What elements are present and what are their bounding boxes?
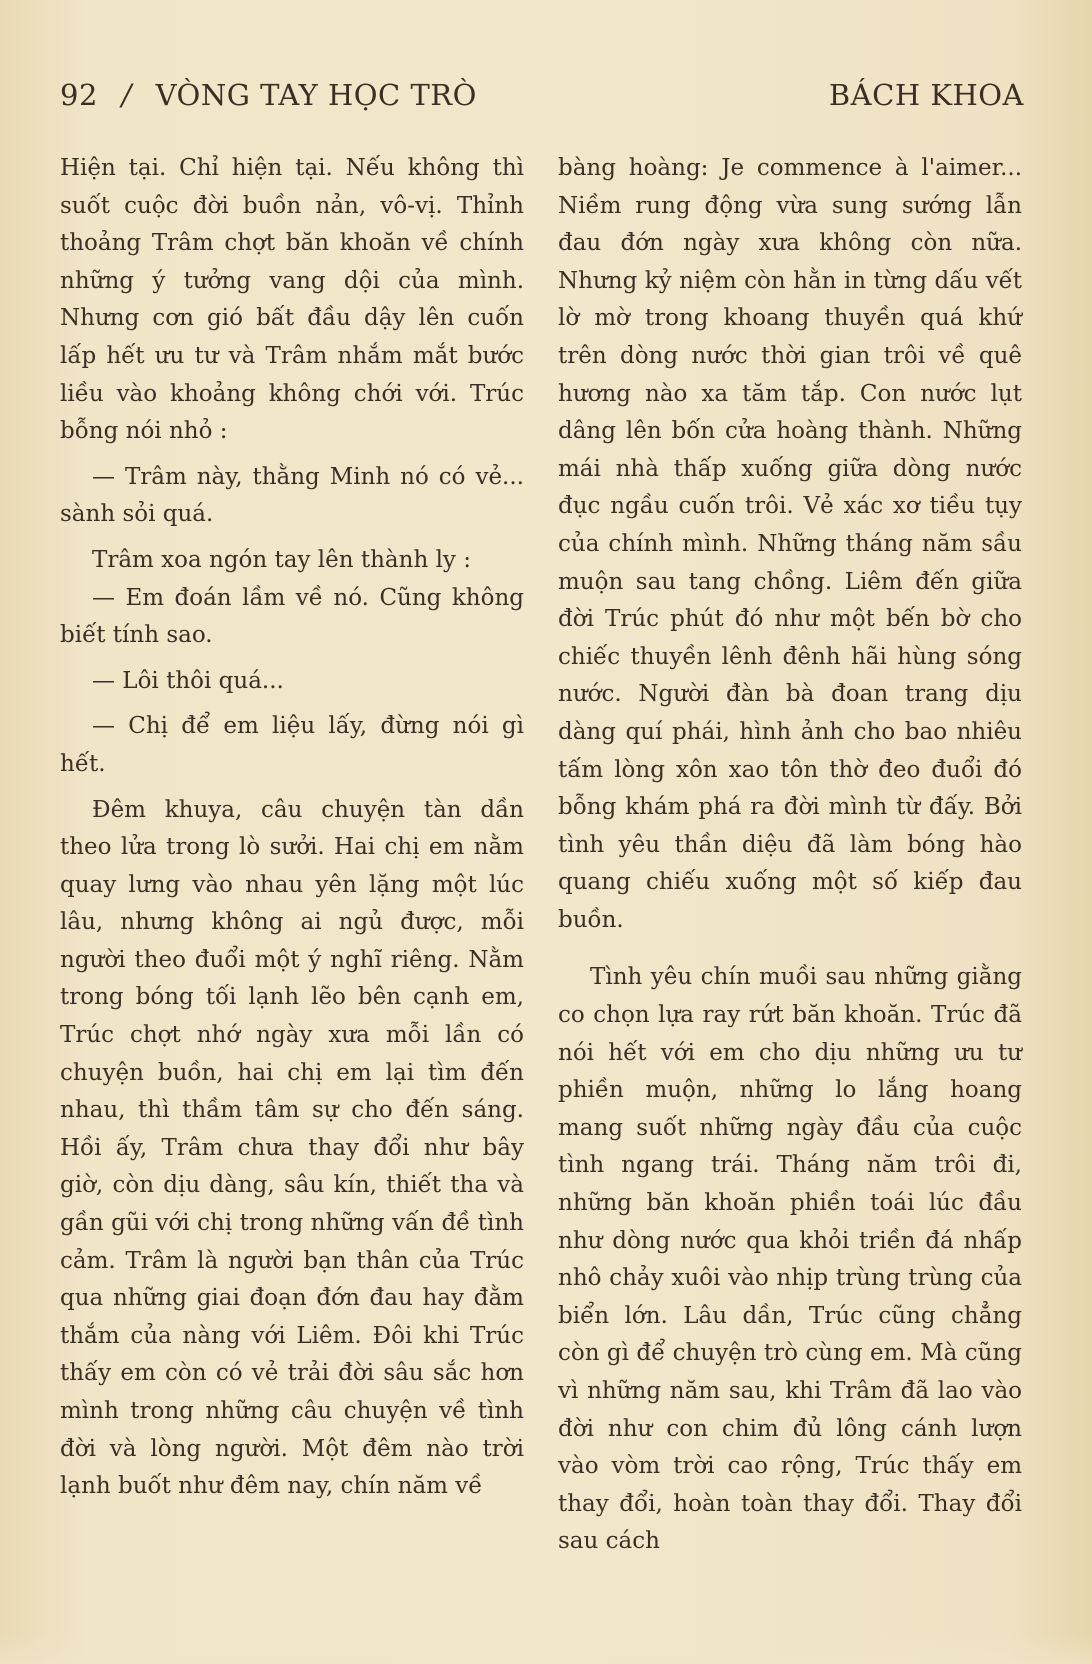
dialogue-line: — Trâm này, thằng Minh nó có vẻ... sành sỏi quá. xyxy=(60,463,524,528)
paragraph: Tình yêu chín muồi sau những giằng co chọn lựa ray rứt băn khoăn. Trúc đã nói hết với em cho dịu những ưu tư phiền muộn, những lo lắng hoang mang suốt những ngày đầu của cuộc tình ngang trái. Tháng năm trôi đi, những băn khoăn phiền toái lúc đầu như dòng nước qua khỏi triền đá nhấp nhô chảy xuôi vào nhịp trùng trùng của biển lớn. Lâu dần, Trúc cũng chẳng còn gì để chuyện trò cùng em. Mà cũng vì những năm sau, khi Trâm đã lao vào đời như con chim đủ lông cánh lượn vào vòm trời cao rộng, Trúc thấy em thay đổi, hoàn toàn thay đổi. Thay đổi sau cách xyxy=(558,964,1022,1555)
page-bottom-edge xyxy=(0,1634,1092,1664)
right-column xyxy=(558,150,1022,1561)
story-title: VÒNG TAY HỌC TRÒ xyxy=(155,78,477,112)
header-separator: / xyxy=(121,78,132,112)
paragraph: Hiện tại. Chỉ hiện tại. Nếu không thì suốt cuộc đời buồn nản, vô-vị. Thỉnh thoảng Trâm chợt băn khoăn về chính những ý tưởng vang dội của mình. Nhưng cơn gió bất đầu dậy lên cuốn lấp hết ưu tư và Trâm nhắm mắt bước liều vào khoảng không chới với. Trúc bỗng nói nhỏ : xyxy=(60,155,524,445)
paragraph: bàng hoàng: Je commence à l'aimer... Niềm rung động vừa sung sướng lẫn đau đớn ngày xưa không còn nữa. Nhưng kỷ niệm còn hằn in từng dấu vết lờ mờ trong khoang thuyền quá khứ trên dòng nước thời gian trôi về quê hương nào xa tăm tắp. Con nước lụt dâng lên bốn cửa hoàng thành. Những mái nhà thấp xuống giữa dòng nước đục ngầu cuốn trôi. Vẻ xác xơ tiều tụy của chính mình. Những tháng năm sầu muộn sau tang chồng. Liêm đến giữa đời Trúc phút đó như một bến bờ cho chiếc thuyền lênh đênh hãi hùng sóng nước. Người đàn bà đoan trang dịu dàng quí phái, hình ảnh cho bao nhiêu tấm lòng xôn xao tôn thờ đeo đuổi đó bỗng khám phá ra đời mình từ đấy. Bởi tình yêu thần diệu đã làm bóng hào quang chiếu xuống một số kiếp đau buồn. xyxy=(558,155,1022,933)
paragraph: Trâm xoa ngón tay lên thành ly : xyxy=(92,546,471,573)
dialogue-line: — Lôi thôi quá... xyxy=(92,667,284,694)
magazine-name: BÁCH KHOA xyxy=(828,78,1024,112)
left-column xyxy=(60,150,524,1506)
page-number: 92 xyxy=(60,78,98,112)
header-left xyxy=(60,78,477,112)
dialogue-line: — Chị để em liệu lấy, đừng nói gì hết. xyxy=(60,713,524,777)
dialogue-line: — Em đoán lầm về nó. Cũng không biết tính sao. xyxy=(60,584,524,649)
page-header xyxy=(60,78,1024,118)
paragraph: Đêm khuya, câu chuyện tàn dần theo lửa trong lò sưởi. Hai chị em nằm quay lưng vào nhau yên lặng một lúc lâu, nhưng không ai ngủ được, mỗi người theo đuổi một ý nghĩ riêng. Nằm trong bóng tối lạnh lẽo bên cạnh em, Trúc chợt nhớ ngày xưa mỗi lần có chuyện buồn, hai chị em lại tìm đến nhau, thì thầm tâm sự cho đến sáng. Hồi ấy, Trâm chưa thay đổi như bây giờ, còn dịu dàng, sâu kín, thiết tha và gần gũi với chị trong những vấn đề tình cảm. Trâm là người bạn thân của Trúc qua những giai đoạn đớn đau hay đằm thắm của nàng với Liêm. Đôi khi Trúc thấy em còn có vẻ trải đời sâu sắc hơn mình trong những câu chuyện về tình đời và lòng người. Một đêm nào trời lạnh buốt như đêm nay, chín năm về xyxy=(60,796,524,1500)
